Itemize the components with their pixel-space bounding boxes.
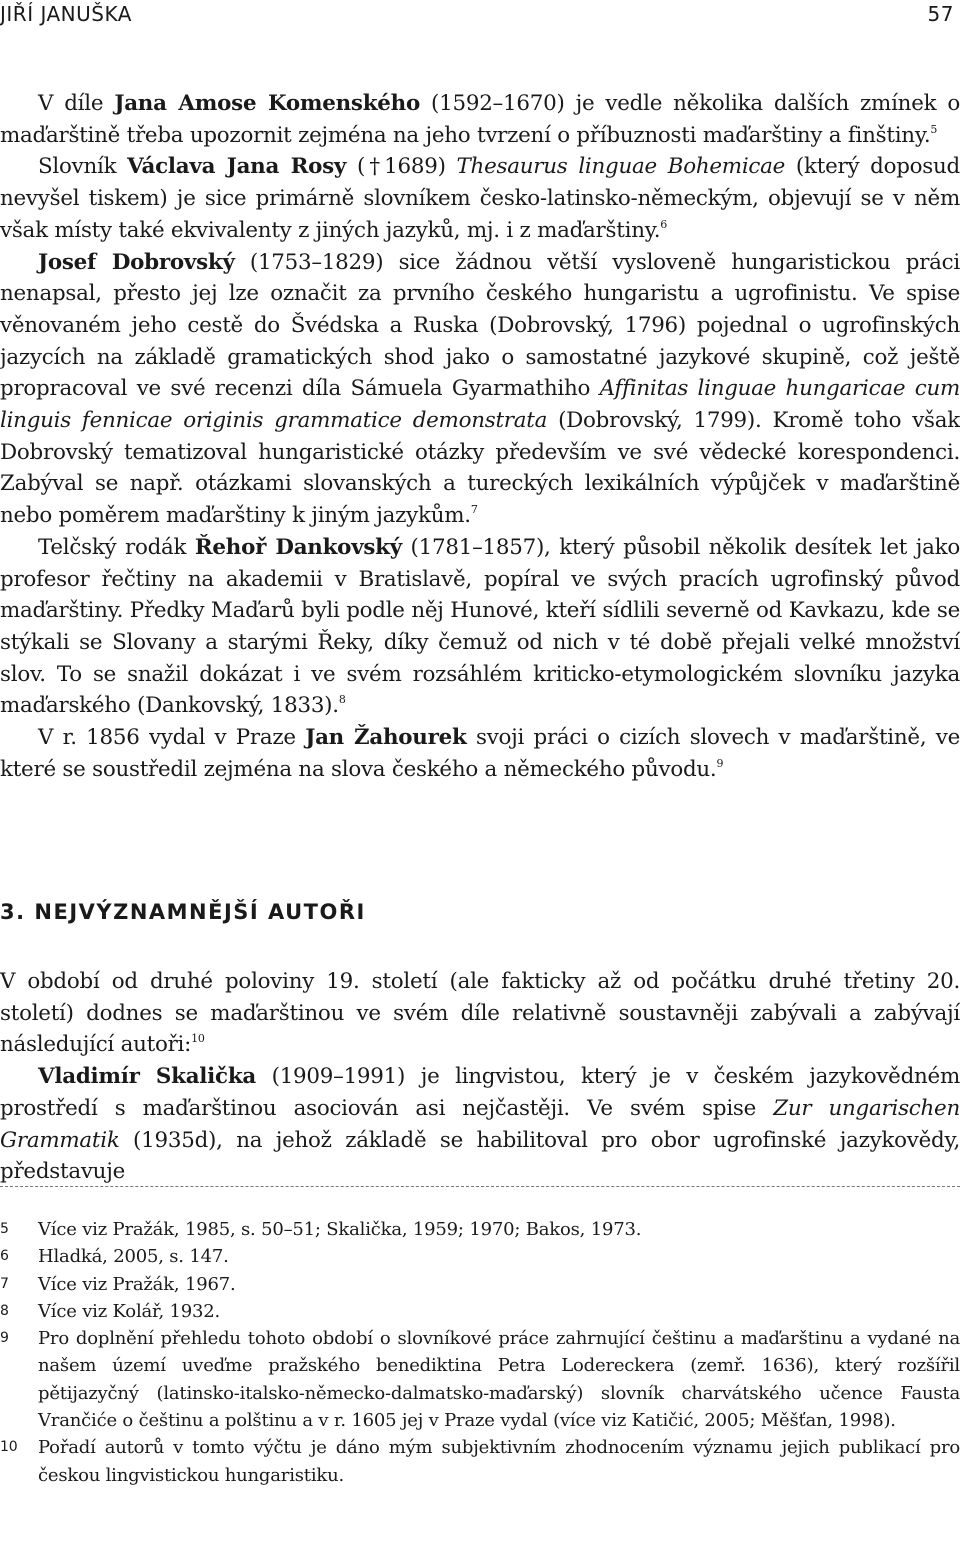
footnote-ref[interactable]: 9: [716, 756, 724, 770]
paragraph-intro: [0, 966, 960, 1061]
footnote-number: 10: [0, 1439, 18, 1456]
text-run: (1935d), na jehož základě se habilitoval pro obor ugrofinské jazykovědy, představuje: [0, 1127, 960, 1185]
footnote: [0, 1434, 960, 1489]
text-run: (který doposud nevyšel tiskem) je sice primárně slovníkem česko-latinsko-německým, objevují se v něm však místy také ekvivalenty z jiných jazyků, mj. i z maďarštiny.: [0, 154, 960, 243]
text-run: (1781–1857), který působil několik desítek let jako profesor řečtiny na akademii v Bratislavě, popíral ve svých pracích ugrofinský původ maďarštiny. Předky Maďarů byli podle něj Hunové, kteří sídlili severně od Kavkazu, kde se stýkali se Slovany a starými Řeky, díky čemuž od nich v té době přejali velké množství slov. To se snažil dokázat i ve svém rozsáhlém kriticko-etymologickém slovníku jazyka maďarského (Dankovský, 1833).: [0, 534, 960, 719]
footnote-text: Více viz Pražák, 1967.: [38, 1273, 236, 1295]
text-run: Telčský rodák: [38, 534, 195, 560]
main-text: [0, 88, 960, 785]
footnote: [0, 1271, 960, 1298]
text-run: V r. 1856 vydal v Praze: [38, 725, 306, 751]
footnote-number: 5: [0, 1221, 9, 1237]
footnote-text: Více viz Pražák, 1985, s. 50–51; Skalička, 1959; 1970; Bakos, 1973.: [38, 1219, 642, 1240]
section-text: [0, 966, 960, 1188]
footnote-ref[interactable]: 10: [191, 1032, 205, 1046]
footnote-ref[interactable]: 8: [338, 693, 346, 707]
section-heading: 3. NEJVÝZNAMNĚJŠÍ AUTOŘI: [0, 900, 366, 924]
text-run: V díle: [38, 91, 115, 116]
author-name: Josef Dobrovský: [38, 249, 235, 275]
footnote: [0, 1243, 960, 1270]
text-run: (1909–1991) je lingvistou, který je v českém jazykovědném prostředí s maďarštinou asociován asi nejčastěji. Ve svém spise: [0, 1064, 960, 1121]
footnote-text: Pro doplnění přehledu tohoto období o slovníkové práce zahrnující češtinu a maďarštinu a vydané na našem území uveďme pražského benediktina Petra Lodereckera (zemř. 1636), který rozšířil pětijazyčný (latinsko-italsko-německo-dalmatsko-maďarský) slovník charvátského učence Fausta Vrančiće o češtinu a polštinu a v r. 1605 jej v Praze vydal (více viz Katičić, 2005; Měšťan, 1998).: [38, 1328, 960, 1432]
text-run: (1753–1829) sice žádnou větší vysloveně hungaristickou práci nenapsal, přesto jej lze označit za prvního českého hungaristu a ugrofinistu. Ve spise věnovaném jeho cestě do Švédska a Ruska (Dobrovský, 1796) pojednal o ugrofinských jazycích na základě gramatických shod jako o samostatné jazykové skupině, což ještě propracoval ve své recenzi díla Sámuela Gyarmathiho: [0, 249, 960, 402]
footnote: [0, 1216, 960, 1243]
paragraph-komensky: [0, 88, 960, 151]
author-name: Vladimír Skalička: [38, 1064, 257, 1090]
author-name: Václava Jana Rosy: [127, 154, 347, 180]
footnote-number: 6: [0, 1248, 9, 1265]
text-run: (†1689): [346, 154, 457, 180]
work-title: Thesaurus linguae Bohemicae: [456, 154, 786, 180]
author-name: Řehoř Dankovský: [194, 534, 402, 560]
work-title: Zur ungarischen Grammatik: [0, 1095, 960, 1153]
text-run: Slovník: [38, 154, 128, 180]
footnotes: [0, 1216, 960, 1489]
running-header-author: JIŘÍ JANUŠKA: [0, 2, 132, 26]
footnote-text: Více viz Kolář, 1932.: [38, 1300, 221, 1322]
footnote-ref[interactable]: 5: [930, 122, 938, 136]
paragraph-rosa: [0, 151, 960, 246]
page-number: 57: [927, 2, 954, 26]
text-run: (1592–1670) je vedle několika dalších zmínek o maďarštině třeba upozornit zejména na jeho tvrzení o příbuznosti maďarštiny a finštiny.: [0, 91, 960, 148]
running-header: [0, 2, 960, 32]
work-title: Affinitas linguae hungaricae cum linguis fennicae originis grammatice demonstrata: [0, 376, 960, 434]
text-run: V období od druhé poloviny 19. století (ale fakticky až od počátku druhé třetiny 20. století) dodnes se maďarštinou ve svém díle relativně soustavněji zabývali a zabývají následující autoři:: [0, 969, 960, 1058]
footnote-number: 9: [0, 1330, 9, 1347]
paragraph-skalicka: [0, 1061, 960, 1188]
paragraph-dankovsky: [0, 532, 960, 722]
footnote-divider: [0, 1186, 960, 1187]
footnote-text: Pořadí autorů v tomto výčtu je dáno mým subjektivním zhodnocením významu jejich publikací pro českou lingvistickou hungaristiku.: [38, 1437, 960, 1486]
paragraph-zahourek: [0, 722, 960, 785]
text-run: (Dobrovský, 1799). Kromě toho však Dobrovský tematizoval hungaristické otázky především ve své vědecké korespondenci. Zabýval se např. otázkami slovanských a tureckých lexikálních výpůjček v maďarštině nebo poměrem maďarštiny k jiným jazykům.: [0, 408, 960, 529]
text-run: svoji práci o cizích slovech v maďarštině, ve které se soustředil zejména na slova českého a německého původu.: [0, 725, 960, 782]
footnote-text: Hladká, 2005, s. 147.: [38, 1246, 229, 1268]
footnote-ref[interactable]: 6: [660, 217, 668, 231]
author-name: Jana Amose Komenského: [114, 91, 420, 116]
footnote-ref[interactable]: 7: [470, 503, 478, 517]
footnote-number: 8: [0, 1302, 9, 1319]
author-name: Jan Žahourek: [305, 725, 467, 751]
footnote: [0, 1298, 960, 1325]
paragraph-dobrovsky: [0, 247, 960, 532]
footnote: [0, 1325, 960, 1434]
footnote-number: 7: [0, 1275, 9, 1292]
